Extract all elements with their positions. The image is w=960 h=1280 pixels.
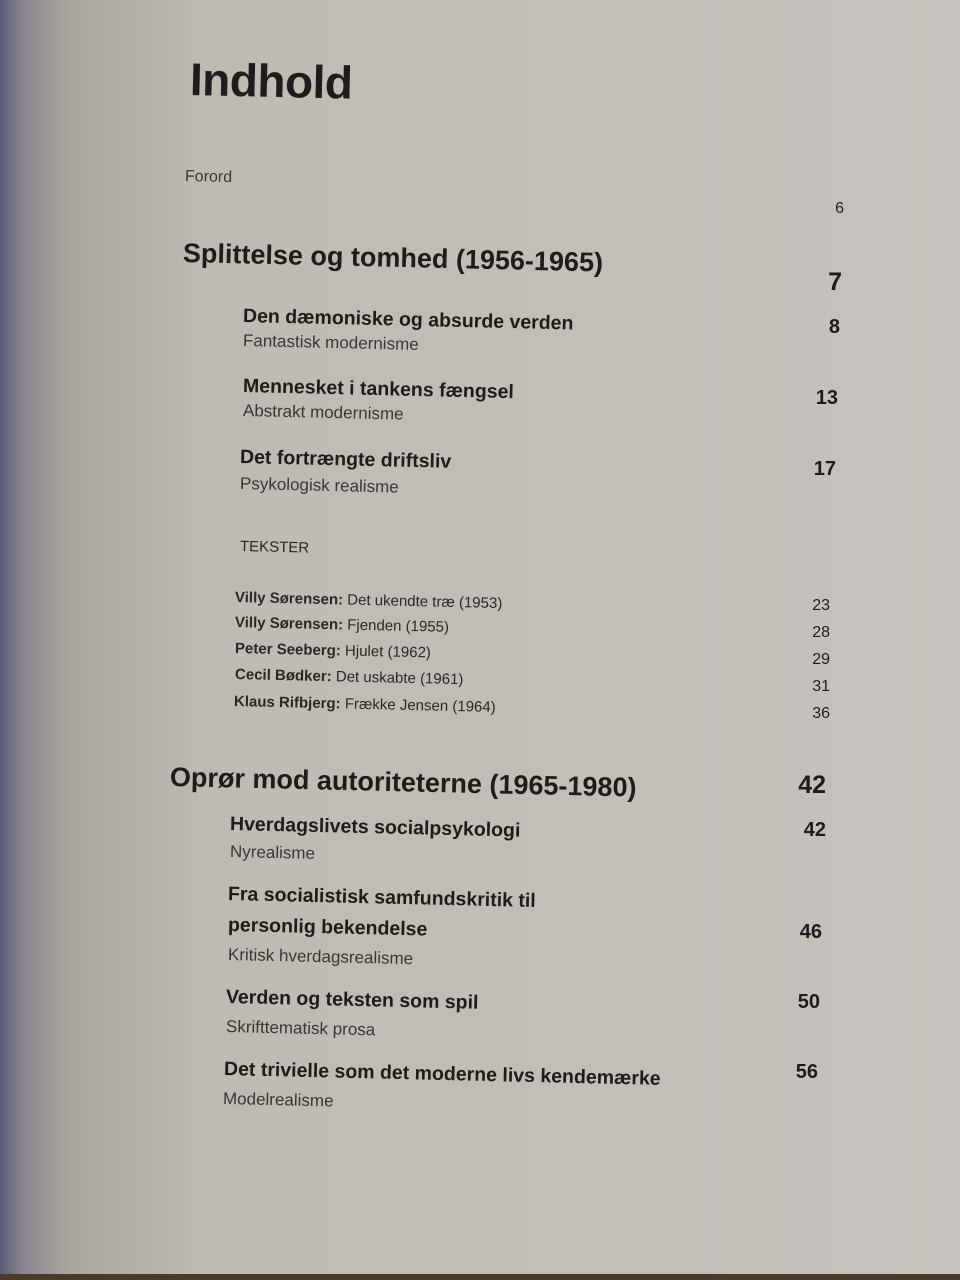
- text-entry: [235, 640, 431, 661]
- page-title: Indhold: [189, 53, 354, 109]
- chapter-title: Mennesket i tankens fængsel: [242, 375, 515, 404]
- text-author: Villy Sørensen:: [234, 614, 344, 634]
- text-work: Frække Jensen (1964): [344, 695, 496, 716]
- chapter-title: Hverdagslivets socialpsykologi: [229, 813, 521, 842]
- text-entry: [234, 693, 496, 716]
- table-edge: [0, 1274, 960, 1280]
- text-entry: [235, 666, 464, 688]
- chapter-title-line2: personlig bekendelse: [227, 914, 428, 941]
- section-heading: Splittelse og tomhed (1956-1965): [182, 238, 604, 278]
- section-heading: Oprør mod autoriteterne (1965-1980): [169, 762, 637, 803]
- text-entry: [235, 589, 503, 612]
- text-entry: [235, 614, 449, 636]
- section-page: 7: [828, 268, 842, 296]
- chapter-title: Verden og teksten som spil: [225, 986, 479, 1014]
- chapter-page: 46: [799, 921, 822, 943]
- text-work: Det ukendte træ (1953): [347, 591, 503, 613]
- chapter-page: 56: [795, 1061, 818, 1083]
- text-page: 36: [812, 705, 830, 722]
- text-author: Cecil Bødker:: [234, 666, 332, 686]
- forord-label: Forord: [184, 168, 233, 187]
- section-page: 42: [798, 771, 826, 799]
- chapter-page: 17: [813, 458, 836, 480]
- text-page: 29: [812, 651, 830, 668]
- texts-label: TEKSTER: [239, 538, 310, 557]
- text-page: 23: [812, 597, 830, 614]
- text-page: 31: [812, 678, 830, 695]
- text-work: Fjenden (1955): [347, 616, 450, 636]
- chapter-page: 8: [828, 316, 840, 338]
- text-work: Hjulet (1962): [344, 642, 432, 662]
- chapter-subtitle: Nyrealisme: [229, 842, 316, 863]
- text-page: 28: [812, 624, 830, 641]
- chapter-title: Det fortrængte driftsliv: [239, 446, 452, 473]
- chapter-subtitle: Abstrakt modernisme: [242, 401, 404, 424]
- chapter-subtitle: Skrifttematisk prosa: [225, 1017, 376, 1040]
- chapter-subtitle: Modelrealisme: [222, 1089, 334, 1111]
- chapter-title: Det trivielle som det moderne livs kendemærke: [223, 1058, 661, 1090]
- text-author: Villy Sørensen:: [234, 589, 344, 609]
- chapter-subtitle: Psykologisk realisme: [239, 474, 399, 497]
- text-work: Det uskabte (1961): [335, 668, 464, 689]
- text-author: Peter Seeberg:: [234, 640, 342, 660]
- chapter-title: Den dæmoniske og absurde verden: [242, 305, 574, 335]
- chapter-page: 42: [803, 819, 826, 841]
- chapter-page: 50: [797, 991, 820, 1013]
- text-author: Klaus Rifbjerg:: [233, 693, 341, 713]
- chapter-page: 13: [815, 387, 838, 409]
- chapter-title: Fra socialistisk samfundskritik til: [227, 883, 536, 912]
- chapter-subtitle: Fantastisk modernisme: [242, 331, 419, 354]
- chapter-subtitle: Kritisk hverdagsrealisme: [227, 945, 414, 969]
- forord-page: 6: [835, 200, 844, 217]
